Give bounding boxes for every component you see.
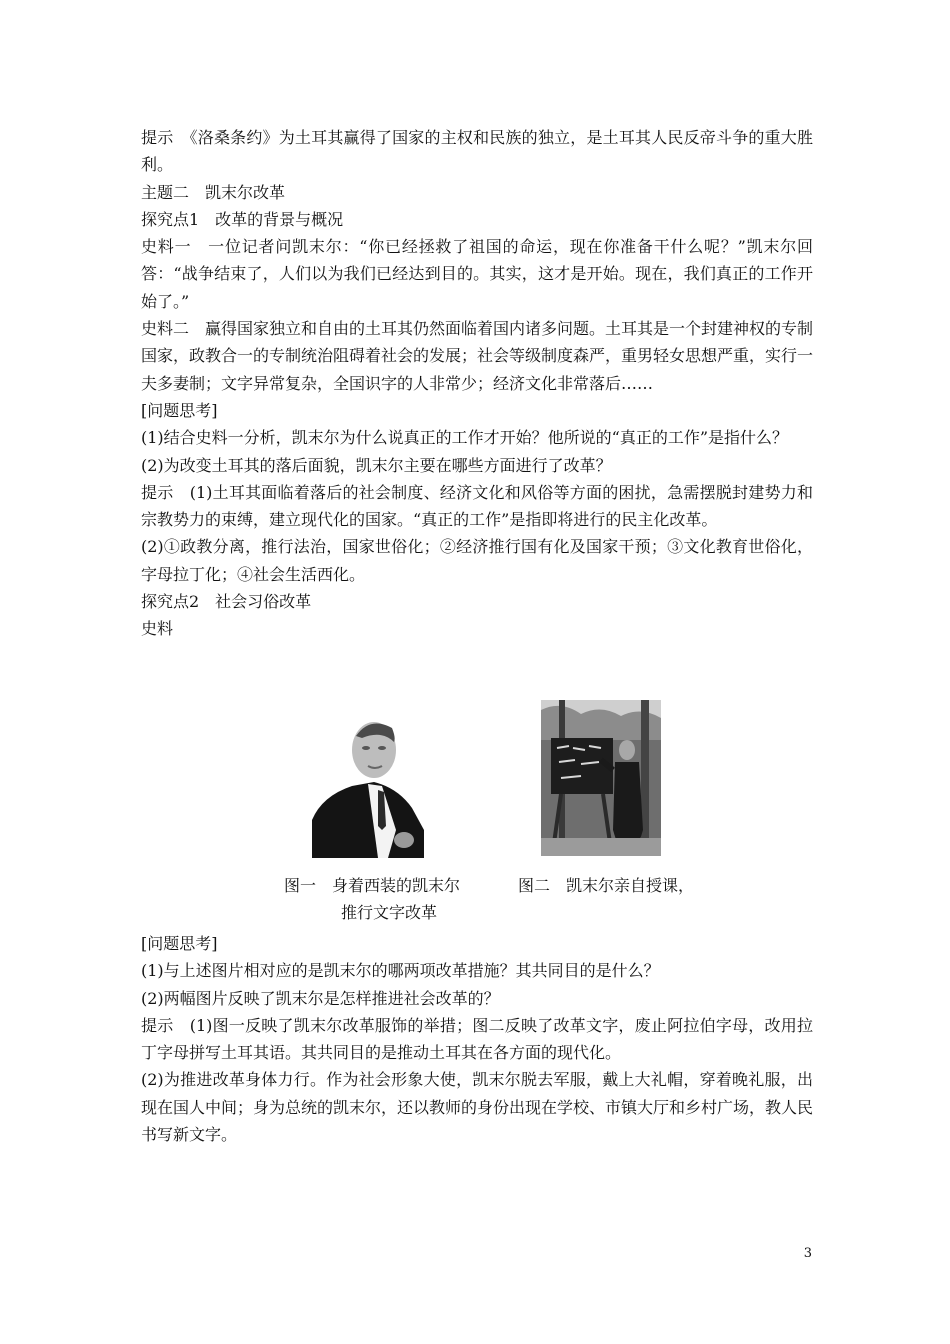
paragraph-question-2: (2)为改变土耳其的落后面貌，凯末尔主要在哪些方面进行了改革？	[141, 455, 612, 475]
paragraph-hint-answer-1: 提示 (1)土耳其面临着落后的社会制度、经济文化和风俗等方面的困扰，急需摆脱封建势力和宗教势力的束缚，建立现代化的国家。“真正的工作”是指即将进行的民主化改革。	[141, 482, 813, 530]
figure-one-caption: 图一 身着西装的凯末尔	[284, 876, 461, 895]
heading-inquiry-point-2: 探究点2 社会习俗改革	[141, 592, 312, 612]
figure-one-photo	[312, 708, 424, 858]
heading-inquiry-point-1: 探究点1 改革的背景与概况	[141, 209, 344, 229]
paragraph-hint-answer-2: (2)①政教分离，推行法治，国家世俗化；②经济推行国有化及国家干预；③文化教育世俗化，字母拉丁化；④社会生活西化。	[141, 537, 813, 584]
paragraph-source-one: 史料一 一位记者问凯末尔：“你已经拯救了祖国的命运，现在你准备干什么呢？”凯末尔回答：“战争结束了，人们以为我们已经达到目的。其实，这才是开始。现在，我们真正的工作开始了。”	[141, 237, 813, 311]
heading-theme-two: 主题二 凯末尔改革	[141, 182, 286, 202]
figure-two-photo	[541, 700, 661, 856]
teaching-image	[541, 700, 661, 856]
figure-two-caption-continued: 推行文字改革	[341, 903, 438, 922]
text-section-bottom	[141, 930, 813, 1148]
paragraph-hint-lausanne: 提示 《洛桑条约》为土耳其赢得了国家的主权和民族的独立，是土耳其人民反帝斗争的重大胜利。	[141, 128, 813, 175]
paragraph-hint-answer-3: 提示 (1)图一反映了凯末尔改革服饰的举措；图二反映了改革文字，废止阿拉伯字母，改用拉丁字母拼写土耳其语。其共同目的是推动土耳其在各方面的现代化。	[141, 1015, 813, 1063]
heading-question-thinking-2: [问题思考]	[141, 934, 218, 953]
page-number: 3	[803, 1246, 812, 1261]
paragraph-hint-answer-4: (2)为推进改革身体力行。作为社会形象大使，凯末尔脱去军服，戴上大礼帽，穿着晚礼服，出现在国人中间；身为总统的凯末尔，还以教师的身份出现在学校、市镇大厅和乡村广场，教人民书写新文字。	[141, 1070, 814, 1145]
paragraph-question-3: (1)与上述图片相对应的是凯末尔的哪两项改革措施？其共同目的是什么？	[141, 961, 660, 981]
heading-question-thinking: [问题思考]	[141, 400, 218, 420]
figure-two-caption: 图二 凯末尔亲自授课，	[518, 876, 695, 895]
portrait-image	[312, 708, 424, 858]
text-section-top	[141, 124, 813, 643]
paragraph-source-two: 史料二 赢得国家独立和自由的土耳其仍然面临着国内诸多问题。土耳其是一个封建神权的专制国家，政教合一的专制统治阻碍着社会的发展；社会等级制度森严，重男轻女思想严重，实行一夫多妻制；文字异常复杂，全国识字的人非常少；经济文化非常落后……	[141, 319, 814, 393]
paragraph-question-1: (1)结合史料一分析，凯末尔为什么说真正的工作才开始？他所说的“真正的工作”是指什么？	[141, 428, 789, 448]
label-source: 史料	[141, 619, 174, 639]
paragraph-question-4: (2)两幅图片反映了凯末尔是怎样推进社会改革的？	[141, 988, 500, 1008]
